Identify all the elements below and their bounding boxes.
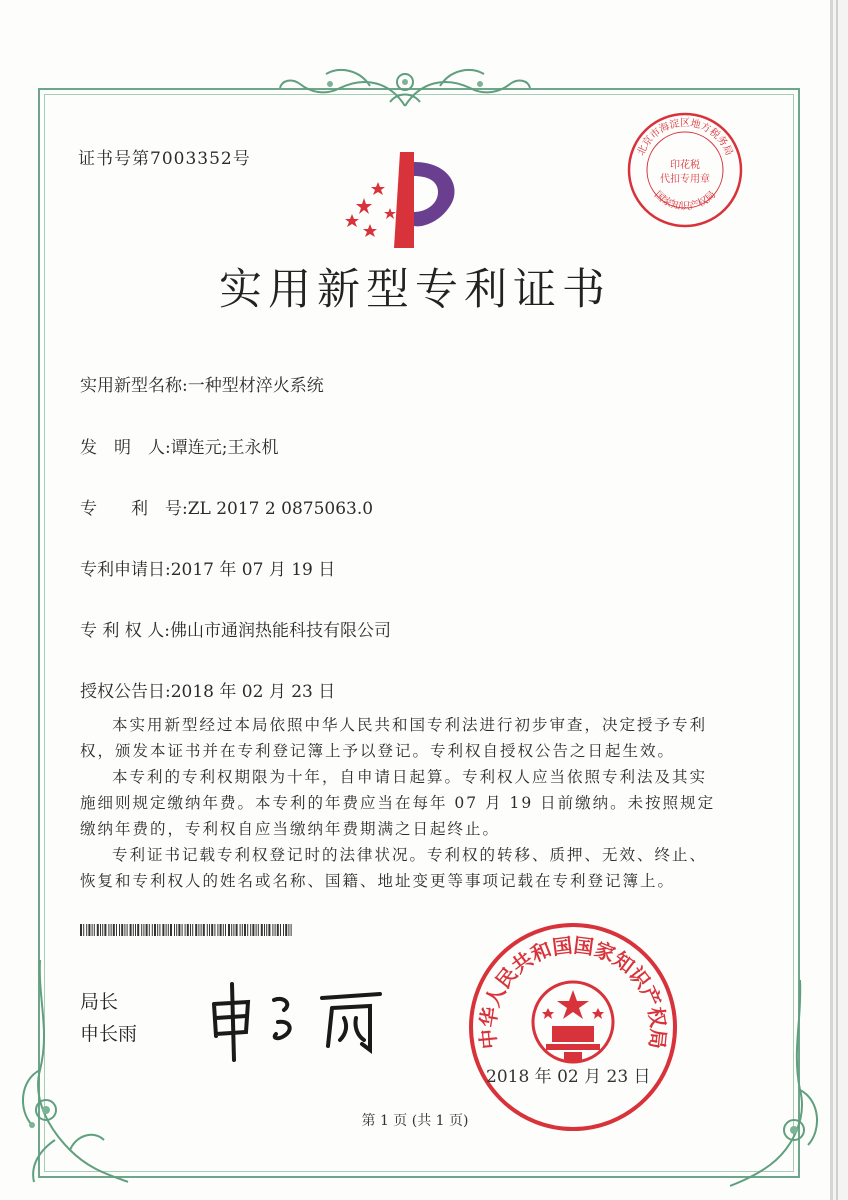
field-label: 专 利 权 人: xyxy=(80,621,170,641)
svg-text:国家知识产权局 xyxy=(652,189,718,213)
director-signature xyxy=(204,974,404,1064)
field-application-date xyxy=(80,555,335,580)
statement-paragraph: 专利证书记载专利权登记时的法律状况。专利权的转移、质押、无效、终止、恢复和专利权人的姓名或名称、国籍、地址变更等事项记载在专利登记簿上。 xyxy=(80,846,708,890)
field-value: ZL 2017 2 0875063.0 xyxy=(187,499,374,519)
seal-date: 2018 年 02 月 23 日 xyxy=(486,1067,651,1087)
field-value: 2017 年 07 月 19 日 xyxy=(170,560,336,580)
national-emblem-icon xyxy=(533,982,613,1062)
statement-paragraph: 本专利的专利权期限为十年，自申请日起算。专利权人应当依照专利法及其实施细则规定缴纳年费。本专利的年费应当在每年 07 月 19 日前缴纳。未按照规定缴纳年费的，专利权自应当缴纳年费期满之日起终止。 xyxy=(80,768,716,838)
certificate-title: 实用新型专利证书 xyxy=(219,265,611,315)
field-value: 佛山市通润热能科技有限公司 xyxy=(169,621,391,641)
tax-stamp-seal xyxy=(625,110,745,230)
certificate-number: 证书号第7003352号 xyxy=(78,149,251,169)
statement-paragraph: 本实用新型经过本局依照中华人民共和国专利法进行初步审查，决定授予专利权，颁发本证书并在专利登记簿上予以登记。专利权自授权公告之日起生效。 xyxy=(80,716,708,760)
tax-stamp-center-text: 印花税代扣专用章 xyxy=(660,160,710,185)
svg-text:北京市海淀区地方税务局 xyxy=(635,116,735,157)
field-value: 一种型材淬火系统 xyxy=(187,376,324,396)
field-label: 专 利 号: xyxy=(80,499,188,519)
field-label: 实用新型名称: xyxy=(80,376,188,396)
director-title: 局长 xyxy=(80,991,119,1013)
page-number: 第 1 页 (共 1 页) xyxy=(361,1113,469,1129)
seal-arc-text: 中华人民共和国国家知识产权局 xyxy=(475,933,671,1051)
field-value: 2018 年 02 月 23 日 xyxy=(170,682,336,702)
patent-office-logo-icon xyxy=(330,148,470,254)
official-seal xyxy=(468,922,678,1132)
field-patentee xyxy=(80,616,391,641)
corner-ornament-icon xyxy=(730,980,830,1190)
page-edge xyxy=(836,0,838,1200)
top-ornament-icon xyxy=(270,62,540,114)
certificate-statement xyxy=(80,712,720,894)
field-grant-date xyxy=(80,677,335,702)
field-patent-number xyxy=(80,494,373,519)
field-label: 专利申请日: xyxy=(80,560,171,580)
tax-stamp-outer-text: 北京市海淀区地方税务局 xyxy=(635,118,735,158)
field-utility-model-name xyxy=(80,371,324,396)
field-inventor xyxy=(80,433,278,458)
director-name: 申长雨 xyxy=(80,1023,138,1045)
field-label: 发 明 人: xyxy=(80,438,171,458)
tax-stamp-bottom-text: 国家知识产权局 xyxy=(651,189,719,213)
barcode-icon xyxy=(80,924,292,936)
field-label: 授权公告日: xyxy=(80,682,171,702)
field-value: 谭连元;王永机 xyxy=(170,438,279,458)
page-edge xyxy=(830,0,833,1200)
